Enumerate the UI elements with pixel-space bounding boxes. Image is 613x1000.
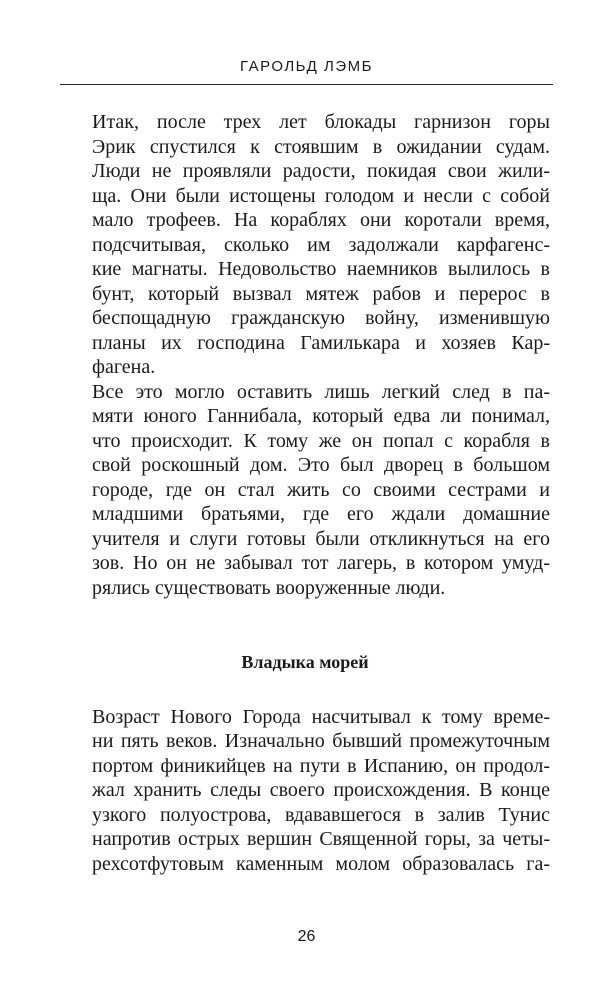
paragraph-3 xyxy=(60,705,550,877)
text-line: подсчитывая, сколько им задолжали карфагенс- xyxy=(92,233,550,256)
paragraph-2 xyxy=(60,380,550,601)
text-line: портом финикийцев на пути в Испанию, он продол- xyxy=(92,754,550,777)
running-header: ГАРОЛЬД ЛЭМБ xyxy=(60,58,553,85)
section-title: Владыка морей xyxy=(241,652,369,672)
text-line: что происходит. К тому же он попал с корабля в xyxy=(92,429,550,452)
text-line: ща. Они были истощены голодом и несли с собой xyxy=(92,184,550,207)
text-line: мяти юного Ганнибала, который едва ли понимал, xyxy=(92,405,550,427)
text-line: ни пять веков. Изначально бывший промежуточным xyxy=(92,730,550,752)
text-line: младшими братьями, где его ждали домашние xyxy=(92,503,550,525)
text-line: напротив острых вершин Священной горы, за четы- xyxy=(92,828,550,850)
text-line: жал хранить следы своего происхождения. В конце xyxy=(92,779,550,801)
text-line: мало трофеев. На кораблях они коротали время, xyxy=(92,209,550,231)
text-line: рялись существовать вооруженные люди. xyxy=(92,576,446,599)
text-line: зов. Но он не забывал тот лагерь, в котором умуд- xyxy=(92,552,550,574)
text-line: Эрик спустился к стоявшим в ожидании судам. xyxy=(92,135,550,158)
page-number: 26 xyxy=(297,928,316,945)
text-line: городе, где он стал жить со своими сестрами и xyxy=(92,478,550,501)
text-line: свой роскошный дом. Это был дворец в большом xyxy=(92,454,550,476)
text-line: Итак, после трех лет блокады гарнизон горы xyxy=(92,111,550,133)
text-line: планы их господина Гамилькара и хозяев Кар- xyxy=(92,331,550,354)
text-line: Возраст Нового Города насчитывал к тому време- xyxy=(92,705,550,728)
text-line: кие магнаты. Недовольство наемников вылилось в xyxy=(92,258,550,280)
text-line: фагена. xyxy=(92,356,156,378)
text-line: бунт, который вызвал мятеж рабов и перерос в xyxy=(92,282,550,305)
text-line: Все это могло оставить лишь легкий след в па- xyxy=(92,380,550,403)
paragraph-1 xyxy=(60,110,550,380)
text-line: узкого полуострова, вдававшегося в залив Тунис xyxy=(92,803,550,826)
page-body xyxy=(60,110,550,876)
text-line: рехсотфутовым каменным молом образовалась га- xyxy=(92,852,550,875)
text-line: Люди не проявляли радости, покидая свои жили- xyxy=(92,160,550,182)
text-line: беспощадную гражданскую войну, изменившую xyxy=(92,307,550,329)
text-line: учителя и слуги готовы были откликнуться на его xyxy=(92,527,550,550)
